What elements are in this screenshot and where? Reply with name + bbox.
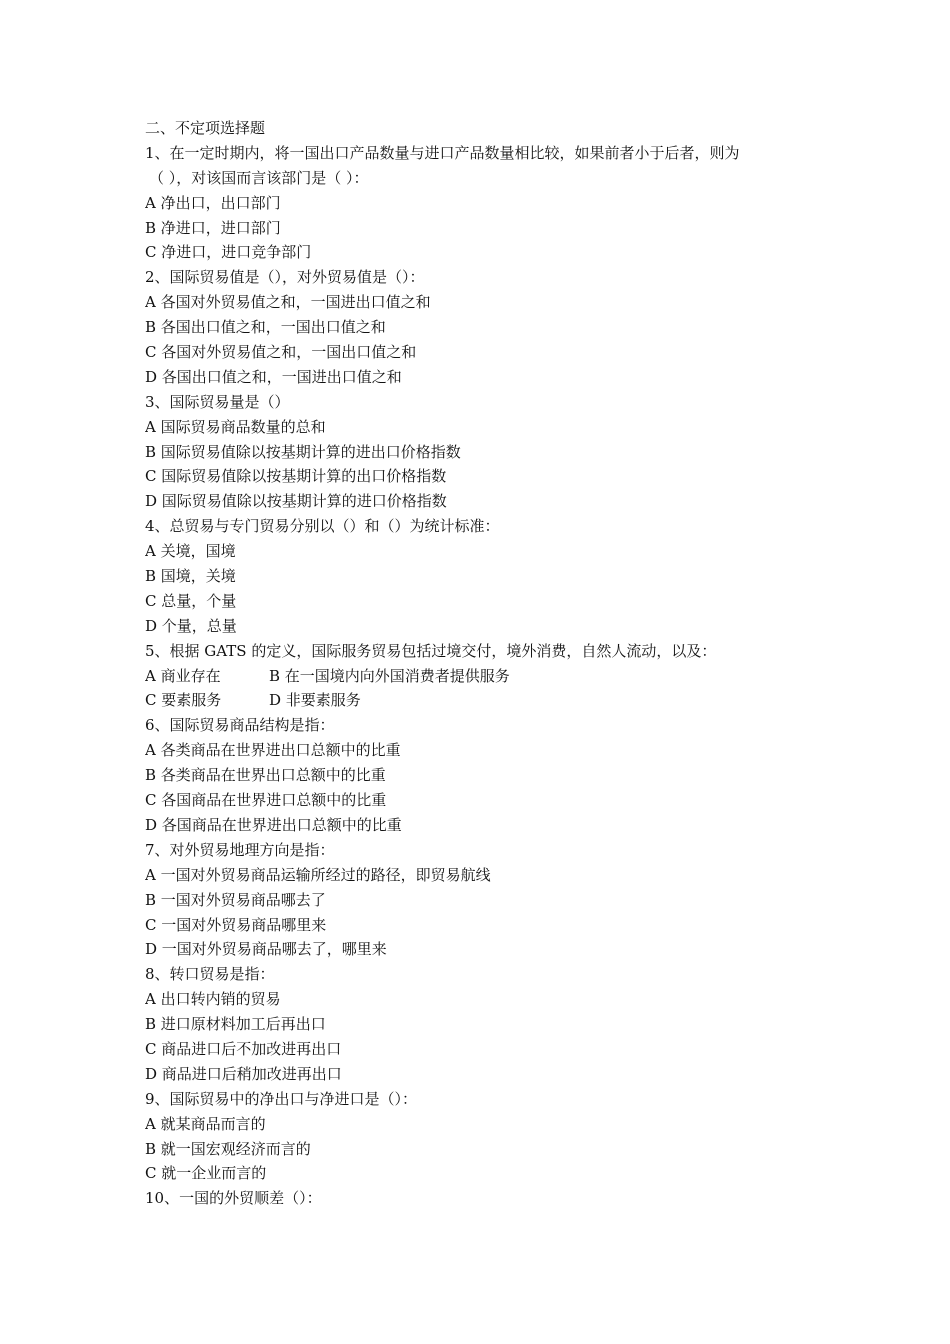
question-9-option-a: A 就某商品而言的 <box>145 1114 266 1133</box>
question-4-option-d: D 个量，总量 <box>145 616 237 635</box>
question-1-stem-continued: （ ），对该国而言该部门是（ ）： <box>149 168 369 187</box>
question-4-stem: 4、总贸易与专门贸易分别以（）和（）为统计标准： <box>145 517 500 536</box>
question-5-option-c: C 要素服务 <box>145 691 222 710</box>
question-5-option-b: B 在一国境内向外国消费者提供服务 <box>269 666 510 685</box>
question-7-stem: 7、对外贸易地理方向是指： <box>145 840 335 859</box>
question-8-option-a: A 出口转内销的贸易 <box>145 990 281 1009</box>
question-5-option-row-2 <box>145 688 845 713</box>
question-6-option-d: D 各国商品在世界进出口总额中的比重 <box>145 815 402 834</box>
question-7-option-b: B 一国对外贸易商品哪去了 <box>145 890 326 909</box>
question-3-stem: 3、国际贸易量是（） <box>145 392 290 411</box>
question-6-option-a: A 各类商品在世界进出口总额中的比重 <box>145 741 401 760</box>
question-6-option-c: C 各国商品在世界进口总额中的比重 <box>145 791 387 810</box>
question-3-option-c: C 国际贸易值除以按基期计算的出口价格指数 <box>145 467 447 486</box>
question-2-stem: 2、国际贸易值是（），对外贸易值是（）： <box>145 268 425 287</box>
question-1-option-c: C 净进口，进口竞争部门 <box>145 243 312 262</box>
question-5-option-a: A 商业存在 <box>145 666 221 685</box>
question-9-option-b: B 就一国宏观经济而言的 <box>145 1139 311 1158</box>
question-2-option-a: A 各国对外贸易值之和，一国进出口值之和 <box>145 293 431 312</box>
question-4-option-a: A 关境，国境 <box>145 542 236 561</box>
question-2-option-d: D 各国出口值之和，一国进出口值之和 <box>145 367 402 386</box>
question-1-option-b: B 净进口，进口部门 <box>145 218 281 237</box>
question-8-stem: 8、转口贸易是指： <box>145 965 275 984</box>
question-3-option-a: A 国际贸易商品数量的总和 <box>145 417 326 436</box>
question-3-option-d: D 国际贸易值除以按基期计算的进口价格指数 <box>145 492 447 511</box>
question-8-option-c: C 商品进口后不加改进再出口 <box>145 1039 342 1058</box>
question-1-option-a: A 净出口，出口部门 <box>145 193 281 212</box>
question-8-option-b: B 进口原材料加工后再出口 <box>145 1015 326 1034</box>
question-1-stem: 1、在一定时期内，将一国出口产品数量与进口产品数量相比较，如果前者小于后者，则为 <box>145 143 740 162</box>
question-9-stem: 9、国际贸易中的净出口与净进口是（）： <box>145 1089 418 1108</box>
question-5-option-d: D 非要素服务 <box>269 691 361 710</box>
question-4-option-c: C 总量，个量 <box>145 591 237 610</box>
question-9-option-c: C 就一企业而言的 <box>145 1164 267 1183</box>
question-5-option-row-1 <box>145 664 845 689</box>
question-7-option-a: A 一国对外贸易商品运输所经过的路径，即贸易航线 <box>145 865 491 884</box>
document-page <box>145 116 845 1211</box>
question-3-option-b: B 国际贸易值除以按基期计算的进出口价格指数 <box>145 442 461 461</box>
question-6-stem: 6、国际贸易商品结构是指： <box>145 716 335 735</box>
question-8-option-d: D 商品进口后稍加改进再出口 <box>145 1064 342 1083</box>
question-7-option-d: D 一国对外贸易商品哪去了，哪里来 <box>145 940 387 959</box>
question-7-option-c: C 一国对外贸易商品哪里来 <box>145 915 327 934</box>
question-4-option-b: B 国境，关境 <box>145 567 236 586</box>
question-6-option-b: B 各类商品在世界出口总额中的比重 <box>145 766 386 785</box>
question-10-stem: 10、一国的外贸顺差（）： <box>145 1189 322 1208</box>
question-5-stem: 5、根据 GATS 的定义，国际服务贸易包括过境交付，境外消费，自然人流动，以及： <box>145 641 717 660</box>
question-2-option-c: C 各国对外贸易值之和，一国出口值之和 <box>145 343 417 362</box>
section-title: 二、不定项选择题 <box>145 119 266 137</box>
question-2-option-b: B 各国出口值之和，一国出口值之和 <box>145 318 386 337</box>
